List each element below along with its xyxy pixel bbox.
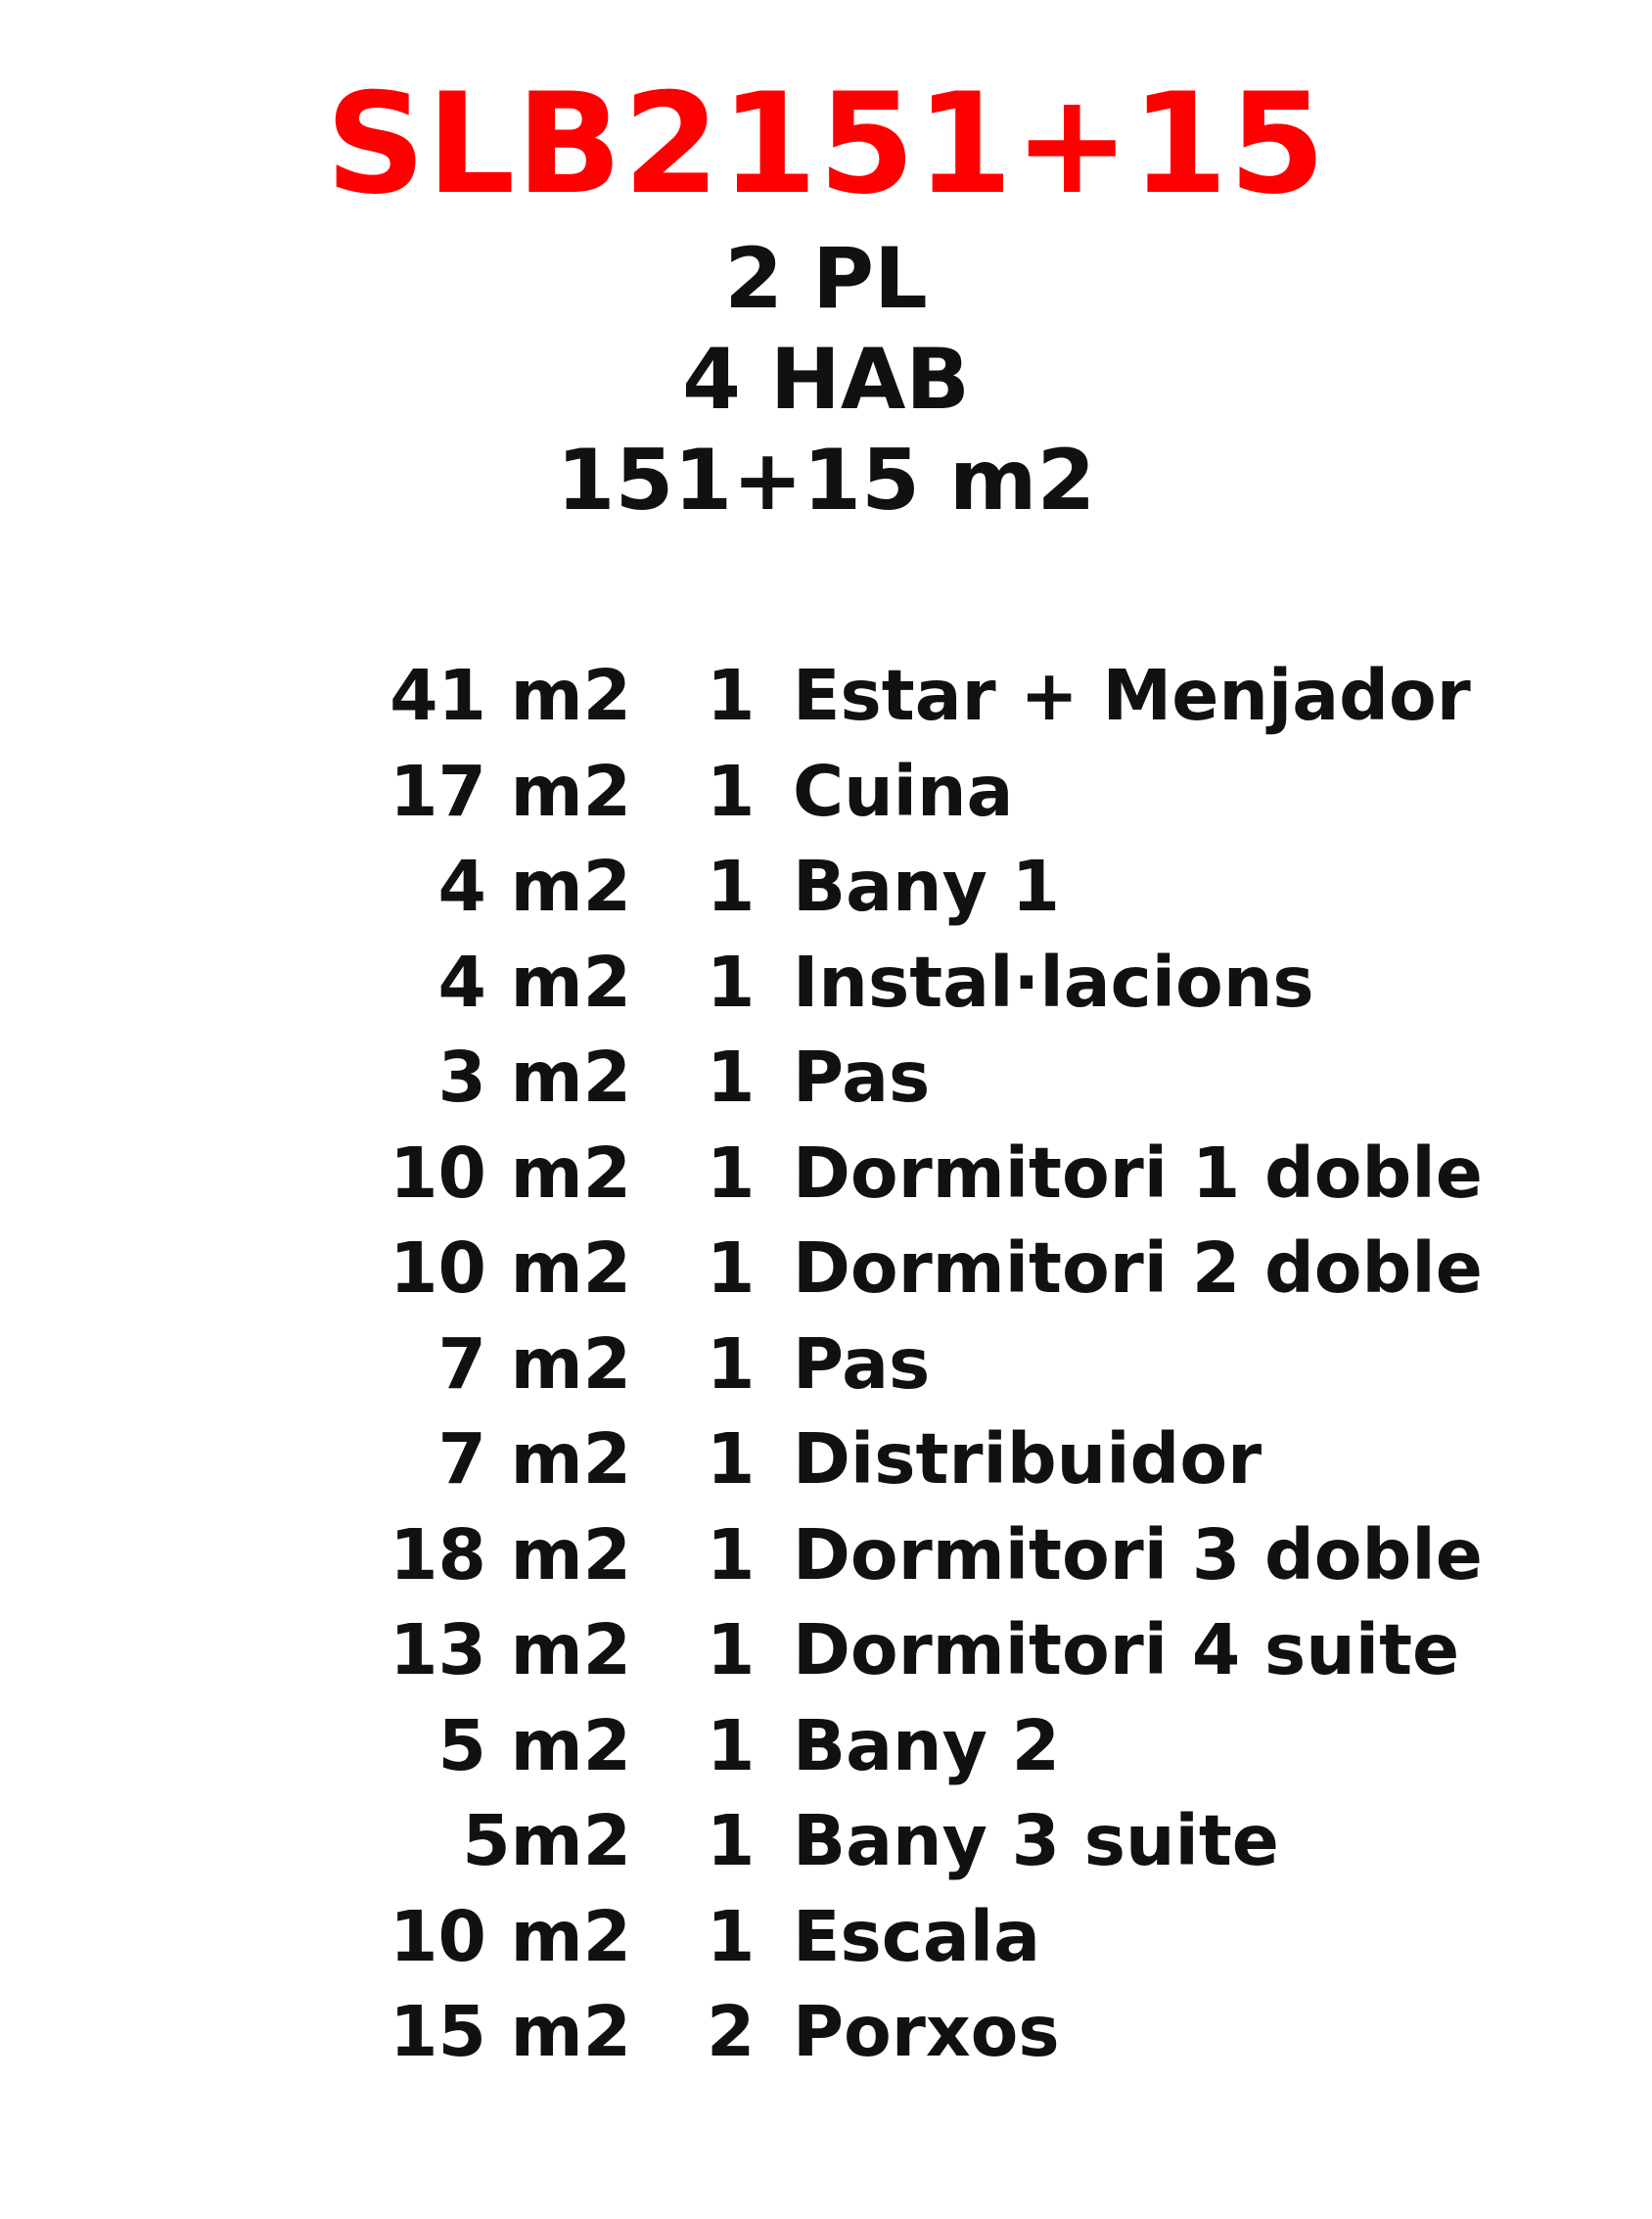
- room-name: Bany 1: [793, 846, 1060, 927]
- room-quantity: 1: [707, 655, 756, 736]
- room-row: [0, 1317, 1652, 1412]
- room-name: Distribuidor: [793, 1418, 1262, 1500]
- room-area: 10 m2: [390, 1132, 631, 1214]
- room-name: Cuina: [793, 750, 1014, 832]
- room-area: 4 m2: [437, 941, 631, 1023]
- room-area: 17 m2: [390, 750, 631, 832]
- room-quantity: 1: [707, 1704, 756, 1786]
- room-name: Porxos: [793, 1991, 1060, 2072]
- room-area: 7 m2: [437, 1418, 631, 1500]
- room-row: [0, 1221, 1652, 1317]
- room-row: [0, 1889, 1652, 1985]
- total-area: 151+15 m2: [556, 432, 1096, 530]
- room-row: [0, 1984, 1652, 2080]
- room-quantity: 1: [707, 1800, 756, 1881]
- room-quantity: 1: [707, 941, 756, 1023]
- room-quantity: 1: [707, 1132, 756, 1214]
- room-quantity: 1: [707, 1322, 756, 1405]
- room-quantity: 1: [707, 1037, 756, 1118]
- room-row: [0, 1030, 1652, 1126]
- room-area: 7 m2: [437, 1322, 631, 1405]
- room-area: 18 m2: [390, 1513, 631, 1595]
- room-list: [0, 648, 1652, 2080]
- room-row: [0, 1793, 1652, 1889]
- room-row: [0, 1698, 1652, 1794]
- room-quantity: 1: [707, 846, 756, 927]
- room-row: [0, 1507, 1652, 1603]
- room-quantity: 1: [707, 1513, 756, 1595]
- room-row: [0, 648, 1652, 744]
- room-area: 13 m2: [390, 1609, 631, 1690]
- room-name: Escala: [793, 1895, 1041, 1977]
- room-row: [0, 1602, 1652, 1698]
- room-name: Bany 2: [793, 1704, 1060, 1786]
- room-name: Estar + Menjador: [793, 655, 1471, 736]
- room-row: [0, 1411, 1652, 1507]
- room-row: [0, 839, 1652, 935]
- room-name: Pas: [793, 1037, 931, 1118]
- room-row: [0, 1126, 1652, 1222]
- room-area: 15 m2: [390, 1991, 631, 2072]
- room-row: [0, 935, 1652, 1031]
- room-quantity: 2: [707, 1991, 756, 2072]
- room-row: [0, 744, 1652, 840]
- room-area: 4 m2: [437, 846, 631, 927]
- plan-code: SLB2151+15: [325, 64, 1327, 225]
- room-name: Dormitori 2 doble: [793, 1227, 1483, 1309]
- room-quantity: 1: [707, 1418, 756, 1500]
- room-name: Dormitori 4 suite: [793, 1609, 1460, 1690]
- room-name: Bany 3 suite: [793, 1800, 1279, 1881]
- room-area: 5m2: [462, 1800, 631, 1881]
- room-area: 41 m2: [390, 655, 631, 736]
- bedrooms-count: 4 HAB: [682, 331, 970, 429]
- floors-count: 2 PL: [724, 230, 928, 328]
- room-quantity: 1: [707, 1895, 756, 1977]
- room-quantity: 1: [707, 750, 756, 832]
- room-area: 10 m2: [390, 1895, 631, 1977]
- room-area: 5 m2: [437, 1704, 631, 1786]
- room-area: 10 m2: [390, 1227, 631, 1309]
- room-quantity: 1: [707, 1609, 756, 1690]
- room-name: Dormitori 3 doble: [793, 1513, 1483, 1595]
- room-quantity: 1: [707, 1227, 756, 1309]
- room-name: Instal·lacions: [793, 941, 1314, 1023]
- room-name: Pas: [793, 1322, 931, 1405]
- room-name: Dormitori 1 doble: [793, 1132, 1483, 1214]
- room-area: 3 m2: [437, 1037, 631, 1118]
